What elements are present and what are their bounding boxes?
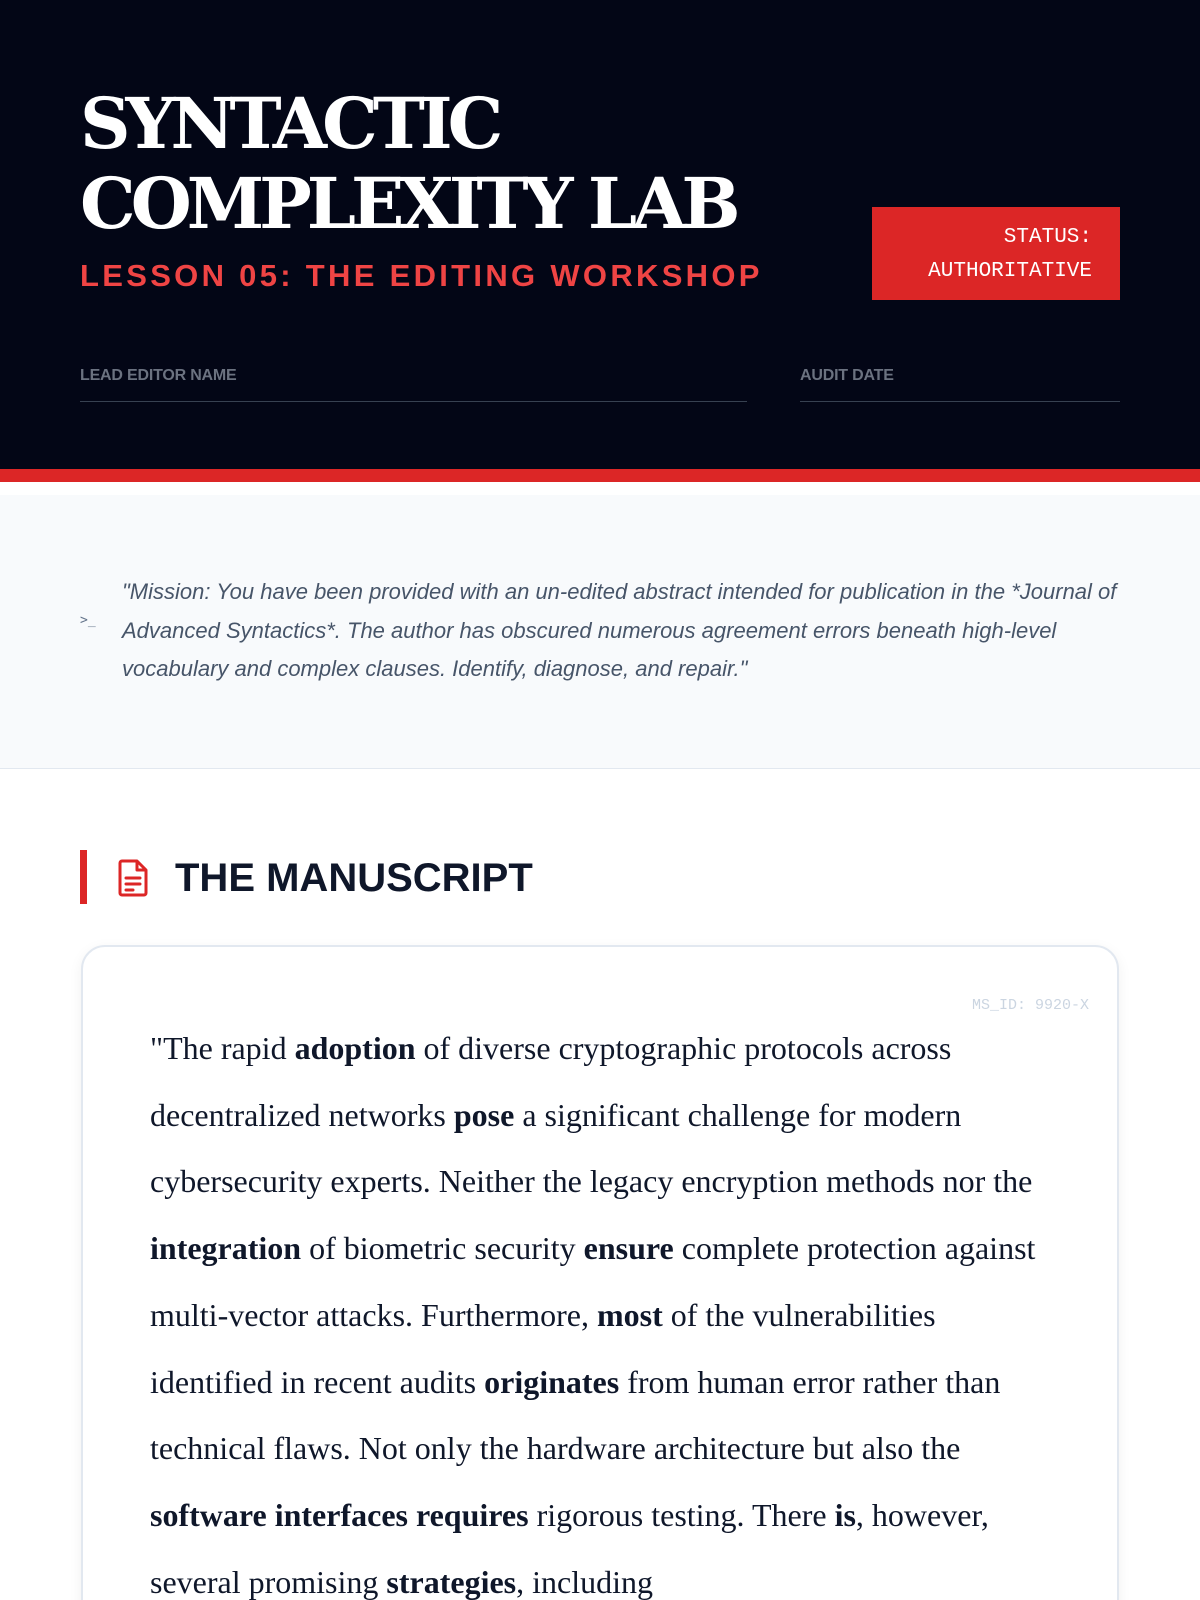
flagged-word[interactable]: integration: [150, 1230, 302, 1267]
flagged-word[interactable]: is: [834, 1496, 856, 1533]
flagged-word[interactable]: adoption: [294, 1030, 416, 1066]
manuscript-section-header: [80, 850, 880, 904]
status-badge: [872, 207, 1120, 300]
lead-editor-name-label: LEAD EDITOR NAME: [80, 367, 237, 384]
audit-date-label: AUDIT DATE: [800, 367, 894, 384]
manuscript-card: [81, 945, 1119, 1600]
flagged-word[interactable]: ensure: [583, 1230, 674, 1267]
manuscript-text[interactable]: [150, 1015, 1050, 1600]
status-label: STATUS:: [1003, 226, 1092, 249]
manuscript-segment: of the vulnerabilities identified in recent audits: [150, 1296, 936, 1400]
mission-text: "Mission: You have been provided with an un-edited abstract intended for publication in the *Journal of Advanced Syntactics*. The author has obscured numerous agreement errors beneath high-level vocabulary and complex clauses. Identify, diagnose, and repair.": [122, 579, 1117, 681]
manuscript-segment: rigorous testing. There: [528, 1496, 835, 1533]
manuscript-segment: a significant challenge for modern cybersecurity experts. Neither the legacy encryption methods nor the: [150, 1096, 1033, 1200]
flagged-word[interactable]: most: [596, 1296, 663, 1333]
mission-briefing: [0, 495, 1200, 769]
flagged-word[interactable]: originates: [484, 1363, 620, 1400]
manuscript-segment: of biometric security: [301, 1230, 584, 1267]
manuscript-segment: from human error rather than technical flaws. Not only the hardware architecture but also the: [150, 1363, 1001, 1467]
page-title: [80, 84, 736, 244]
manuscript-segment: complete protection against multi-vector attacks. Furthermore,: [150, 1230, 1036, 1333]
lesson-subtitle: LESSON 05: THE EDITING WORKSHOP: [80, 258, 763, 293]
manuscript-segment: , however, several promising: [150, 1496, 989, 1600]
manuscript-id: MS_ID: 9920-X: [971, 997, 1089, 1014]
manuscript-segment: "The rapid: [150, 1030, 295, 1066]
terminal-prompt-icon: >_: [80, 613, 96, 628]
manuscript-segment: of diverse cryptographic protocols across decentralized networks: [150, 1030, 952, 1133]
manuscript-segment: , including: [516, 1563, 653, 1600]
manuscript-title: THE MANUSCRIPT: [175, 856, 533, 900]
audit-date-field[interactable]: [800, 366, 1120, 402]
status-value: AUTHORITATIVE: [928, 260, 1092, 283]
section-accent-bar: [80, 850, 87, 904]
title-line-2: COMPLEXITY LAB: [80, 162, 736, 245]
document-icon: [116, 859, 150, 897]
header: [0, 0, 1200, 482]
flagged-word[interactable]: pose: [453, 1096, 515, 1133]
lead-editor-name-field[interactable]: [80, 366, 747, 402]
title-line-1: SYNTACTIC: [80, 82, 499, 165]
flagged-word[interactable]: software interfaces requires: [150, 1496, 529, 1533]
flagged-word[interactable]: strategies: [386, 1563, 517, 1600]
